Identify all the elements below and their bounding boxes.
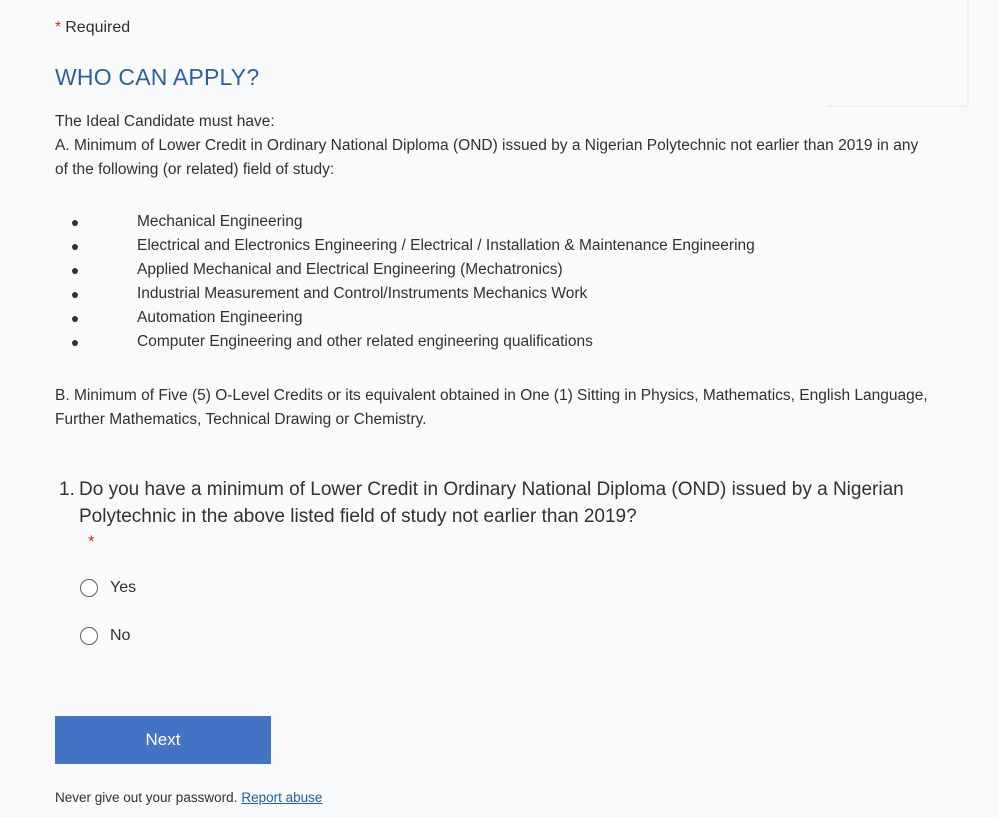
bullet-icon bbox=[72, 244, 78, 250]
required-note-text: Required bbox=[65, 19, 131, 36]
question-1 bbox=[59, 476, 919, 551]
required-note bbox=[55, 19, 130, 37]
option-no-label[interactable]: No bbox=[110, 627, 131, 644]
list-item: Industrial Measurement and Control/Instruments Mechanics Work bbox=[55, 282, 935, 306]
question-text: Do you have a minimum of Lower Credit in Ordinary National Diploma (OND) issued by a Nigerian Polytechnic in the above listed field of study not earlier than 2019? bbox=[79, 479, 904, 527]
question-number: 1. bbox=[59, 479, 75, 500]
section-title: WHO CAN APPLY? bbox=[55, 64, 260, 90]
requirement-a: A. Minimum of Lower Credit in Ordinary National Diploma (OND) issued by a Nigerian Polytechnic not earlier than 2019 in any of the following (or related) field of study: bbox=[55, 137, 919, 178]
eligibility-description bbox=[55, 110, 935, 182]
next-button[interactable]: Next bbox=[55, 716, 271, 764]
option-yes-label[interactable]: Yes bbox=[110, 579, 137, 596]
list-item: Automation Engineering bbox=[55, 306, 935, 330]
radio-yes[interactable] bbox=[80, 579, 98, 597]
requirement-b: B. Minimum of Five (5) O-Level Credits or its equivalent obtained in One (1) Sitting in Physics, Mathematics, English Language, Further Mathematics, Technical Drawing or Chemistry. bbox=[55, 387, 928, 428]
background-decoration bbox=[827, 0, 969, 107]
required-asterisk: * bbox=[55, 19, 62, 36]
footer bbox=[55, 790, 322, 805]
report-abuse-link[interactable]: Report abuse bbox=[241, 790, 323, 805]
list-item: Computer Engineering and other related engineering qualifications bbox=[55, 330, 935, 354]
list-item: Mechanical Engineering bbox=[55, 210, 935, 234]
option-yes[interactable] bbox=[80, 579, 136, 597]
bullet-icon bbox=[72, 316, 78, 322]
list-item: Electrical and Electronics Engineering / Electrical / Installation & Maintenance Engineering bbox=[55, 234, 935, 258]
bullet-icon bbox=[72, 220, 78, 226]
bullet-icon bbox=[72, 292, 78, 298]
list-item: Applied Mechanical and Electrical Engineering (Mechatronics) bbox=[55, 258, 935, 282]
intro-text: The Ideal Candidate must have: bbox=[55, 113, 275, 130]
fields-of-study-list bbox=[55, 210, 935, 354]
radio-no[interactable] bbox=[80, 627, 98, 645]
bullet-icon bbox=[72, 268, 78, 274]
footer-note: Never give out your password. bbox=[55, 790, 238, 805]
question-required-asterisk: * bbox=[88, 532, 95, 551]
bullet-icon bbox=[72, 340, 78, 346]
option-no[interactable] bbox=[80, 627, 130, 645]
